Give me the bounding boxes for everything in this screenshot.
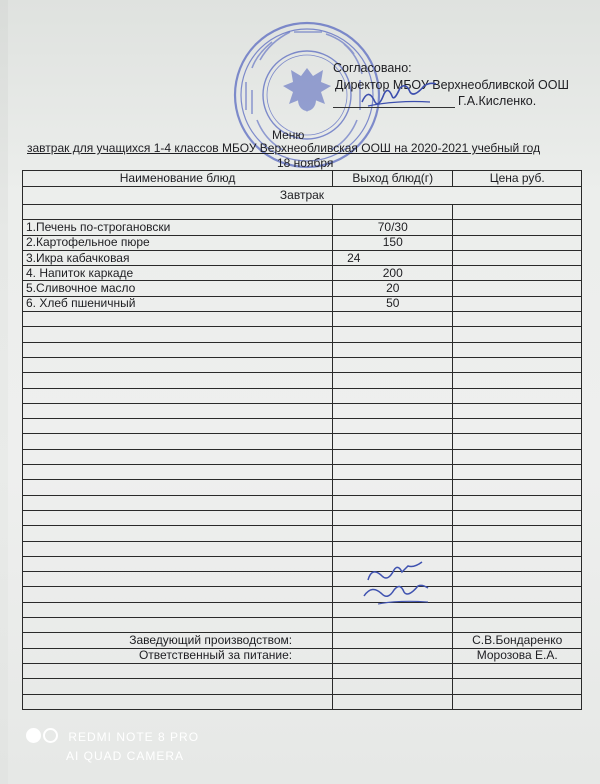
table-row [23,281,582,296]
dish-name: 3.Икра кабачковая [23,250,333,265]
dish-name: 1.Печень по-строгановски [23,220,333,235]
signature-row-production [23,633,582,648]
production-head-label: Заведующий производством: [23,633,333,648]
camera-line2: AI QUAD CAMERA [66,749,185,763]
dish-price [453,266,582,281]
table-row [23,403,582,418]
table-row [23,541,582,556]
table-row [23,327,582,342]
menu-title: Меню [272,128,305,142]
dish-price [453,220,582,235]
dish-price [453,235,582,250]
dish-weight: 24 [333,250,453,265]
table-header-row [23,171,582,187]
column-header-weight: Выход блюд(г) [333,171,453,187]
production-head-name: С.В.Бондаренко [453,633,582,648]
dish-name: 2.Картофельное пюре [23,235,333,250]
menu-subtitle: завтрак для учащихся 1-4 классов МБОУ Верхнеобливская ООШ на 2020-2021 учебный год [27,141,541,155]
table-row [23,449,582,464]
menu-table [22,170,582,710]
camera-watermark [26,728,199,763]
table-row [23,357,582,372]
table-row [23,266,582,281]
approval-name: Г.А.Кисленко. [458,94,537,108]
camera-model: REDMI NOTE 8 PRO [68,730,200,744]
director-signature [358,80,438,114]
table-row [23,235,582,250]
dish-name: 6. Хлеб пшеничный [23,296,333,311]
table-row [23,373,582,388]
table-row [23,572,582,587]
table-row [23,419,582,434]
column-header-price: Цена руб. [453,171,582,187]
table-row [23,495,582,510]
table-row [23,296,582,311]
dish-weight: 150 [333,235,453,250]
dish-name: 4. Напиток каркаде [23,266,333,281]
column-header-dish: Наименование блюд [23,171,333,187]
approval-agreed: Согласовано: [333,61,412,75]
section-breakfast: Завтрак [23,187,582,205]
table-row [23,220,582,235]
dish-name: 5.Сливочное масло [23,281,333,296]
table-row [23,526,582,541]
table-row [23,602,582,617]
table-row [23,618,582,633]
footer-signatures [358,560,438,610]
table-row [23,465,582,480]
table-row [23,679,582,694]
dish-weight: 20 [333,281,453,296]
catering-name: Морозова Е.А. [453,648,582,663]
table-row [23,342,582,357]
dish-weight: 200 [333,266,453,281]
table-row [23,663,582,678]
dish-weight: 70/30 [333,220,453,235]
section-row [23,187,582,205]
dish-price [453,281,582,296]
approval-director: Директор МБОУ Верхнеобливской ООШ [335,78,569,92]
table-row [23,556,582,571]
dish-price [453,250,582,265]
table-row [23,250,582,265]
signature-row-catering [23,648,582,663]
dish-weight: 50 [333,296,453,311]
table-row [23,480,582,495]
menu-date: 18 ноября [277,156,334,170]
table-row [23,694,582,709]
table-row [23,388,582,403]
table-row [23,312,582,327]
table-row [23,510,582,525]
catering-label: Ответственный за питание: [23,648,333,663]
camera-lens-icon [26,728,60,746]
table-row [23,434,582,449]
dish-price [453,296,582,311]
table-row [23,205,582,220]
table-row [23,587,582,602]
